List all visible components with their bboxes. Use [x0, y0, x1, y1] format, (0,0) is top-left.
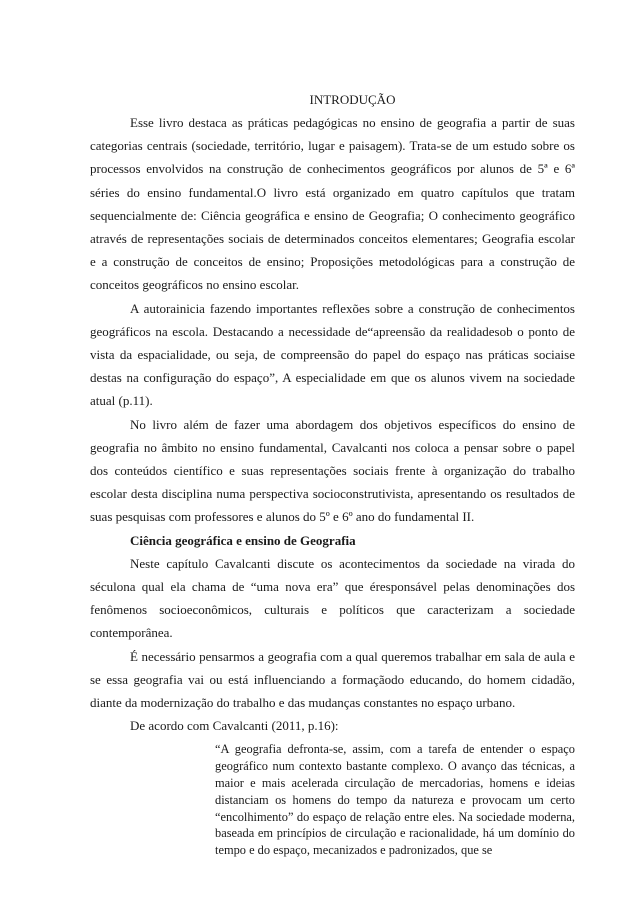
paragraph-citation-intro: De acordo com Cavalcanti (2011, p.16): — [130, 718, 339, 734]
paragraph-intro: Esse livro destaca as práticas pedagógicas no ensino de geografia a partir de suas categorias centrais (sociedade, território, lugar e paisagem). Trata-se de um estudo sobre os processos envolvidos na construção de conhecimentos geográficos por alunos de 5ª e 6ª séries do ensino fundamental.O livro está organizado em quatro capítulos que tratam sequencialmente de: Ciência geográfica e ensino de Geografia; O conhecimento geográfico através de representações sociais de determinados conceitos elementares; Geografia escolar e a construção de conceitos de ensino; Proposições metodológicas para a construção de conceitos geográficos no ensino escolar. — [90, 115, 575, 293]
page-title: INTRODUÇÃO — [309, 92, 396, 107]
section-heading: Ciência geográfica e ensino de Geografia — [130, 532, 356, 548]
paragraph-chapter-discussion: Neste capítulo Cavalcanti discute os acontecimentos da sociedade na virada do séculona qual ela chama de “uma nova era” que éresponsável pelas denominações dos fenômenos socioeconômicos, culturais e políticos que caracterizam a sociedade contemporânea. — [90, 555, 575, 641]
paragraph-author-reflections: A autorainicia fazendo importantes reflexões sobre a construção de conhecimentos geográficos na escola. Destacando a necessidade de“apreensão da realidadesob o ponto de vista da espacialidade, ou seja, de compreensão do papel do espaço nas práticas sociaise destas na configuração do espaço”, A especialidade em que os alunos vivem na sociedade atual (p.11). — [90, 300, 575, 409]
paragraph-book-approach: No livro além de fazer uma abordagem dos objetivos específicos do ensino de geografia no âmbito no ensino fundamental, Cavalcanti nos coloca a pensar sobre o papel dos conteúdos científico e suas representações sociais frente à organização do trabalho escolar desta disciplina numa perspectiva socioconstrutivista, apresentando os resultados de suas pesquisas com professores e alunos do 5º e 6º ano do fundamental II. — [90, 416, 575, 525]
document-page — [90, 88, 575, 859]
paragraph-geography-classroom: É necessário pensarmos a geografia com a qual queremos trabalhar em sala de aula e se essa geografia vai ou está influenciando a formaçãodo educando, do homem cidadão, diante da modernização do trabalho e das mudanças constantes no espaço urbano. — [90, 648, 575, 711]
block-quote: “A geografia defronta-se, assim, com a tarefa de entender o espaço geográfico num contexto bastante complexo. O avanço das técnicas, a maior e mais acelerada circulação de mercadorias, homens e ideias distanciam os homens do tempo da natureza e provocam um certo “encolhimento” do espaço de relação entre eles. Na sociedade moderna, baseada em princípios de circulação e racionalidade, há um domínio do tempo e do espaço, mecanizados e padronizados, que se — [215, 742, 575, 858]
